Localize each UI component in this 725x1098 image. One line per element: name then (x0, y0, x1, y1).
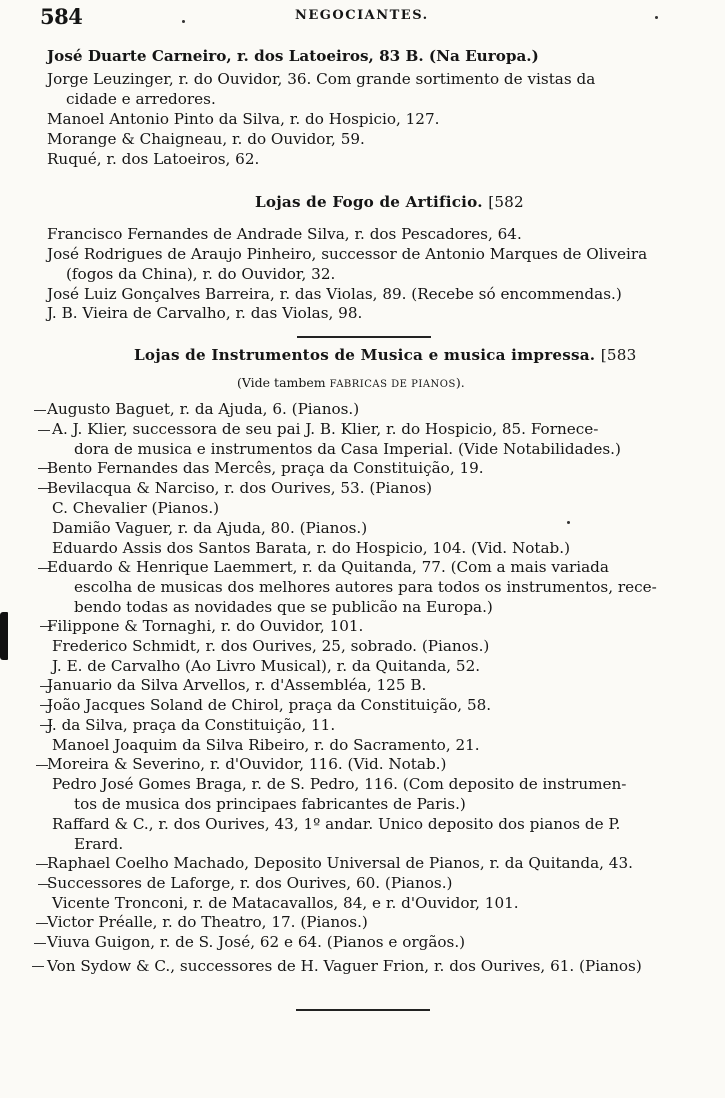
entry-line: Viuva Guigon, r. de S. José, 62 e 64. (Pianos e orgãos.) (47, 933, 466, 951)
entry-line: Francisco Fernandes de Andrade Silva, r. dos Pescadores, 64. (47, 225, 522, 243)
section-divider (297, 336, 431, 338)
page-number: 584 (40, 4, 83, 29)
entry-line: Vicente Tronconi, r. de Matacavallos, 84, e r. d'Ouvidor, 101. (52, 894, 519, 912)
entry-line: Augusto Baguet, r. da Ajuda, 6. (Pianos.) (47, 400, 360, 418)
section-title-text: Lojas de Fogo de Artificio. (255, 193, 483, 211)
entry-line: Bento Fernandes das Mercês, praça da Constituição, 19. (47, 459, 484, 477)
entry-line: João Jacques Soland de Chirol, praça da Constituição, 58. (47, 696, 492, 714)
entry-continuation: tos de musica dos principaes fabricantes de Paris.) (74, 795, 466, 813)
entry-continuation: Erard. (74, 835, 124, 853)
entry-line: Moreira & Severino, r. d'Ouvidor, 116. (Vid. Notab.) (47, 755, 447, 773)
entry-line: Jorge Leuzinger, r. do Ouvidor, 36. Com grande sortimento de vistas da (47, 70, 596, 88)
entry-line: J. B. Vieira de Carvalho, r. das Violas, 98. (47, 304, 363, 322)
entry-line: Eduardo Assis dos Santos Barata, r. do Hospicio, 104. (Vid. Notab.) (52, 539, 571, 557)
entry-continuation: escolha de musicas dos melhores autores para todos os instrumentos, rece- (74, 578, 657, 596)
entry-line: C. Chevalier (Pianos.) (52, 499, 220, 517)
section-code: [582 (488, 193, 524, 211)
section-title-text: Lojas de Instrumentos de Musica e musica impressa. (134, 346, 596, 364)
entry-line: Januario da Silva Arvellos, r. d'Assembléa, 125 B. (47, 676, 427, 694)
entry-line: J. E. de Carvalho (Ao Livro Musical), r. da Quitanda, 52. (52, 657, 481, 675)
section-code: [583 (600, 346, 637, 364)
section-divider (296, 1009, 430, 1011)
entry-line: Victor Préalle, r. do Theatro, 17. (Pianos.) (47, 913, 368, 931)
section-title-musica (134, 346, 637, 364)
running-head: NEGOCIANTES. (295, 8, 429, 23)
margin-dash (34, 410, 46, 411)
note-suffix: ). (455, 375, 465, 390)
entry-continuation: (fogos da China), r. do Ouvidor, 32. (66, 265, 336, 283)
section-title-fogo (255, 193, 524, 211)
entry-line: Frederico Schmidt, r. dos Ourives, 25, sobrado. (Pianos.) (52, 637, 490, 655)
margin-dash (32, 966, 44, 967)
entry-line: Successores de Laforge, r. dos Ourives, 60. (Pianos.) (47, 874, 453, 892)
entry-line: Eduardo & Henrique Laemmert, r. da Quitanda, 77. (Com a mais variada (47, 558, 609, 576)
entry-continuation: dora de musica e instrumentos da Casa Imperial. (Vide Notabilidades.) (74, 440, 621, 458)
entry-line: José Duarte Carneiro, r. dos Latoeiros, 83 B. (Na Europa.) (47, 47, 539, 65)
entry-line: José Luiz Gonçalves Barreira, r. das Violas, 89. (Recebe só encommendas.) (47, 285, 622, 303)
entry-line: Raffard & C., r. dos Ourives, 43, 1º andar. Unico deposito dos pianos de P. (52, 815, 621, 833)
ink-speck (567, 521, 570, 524)
entry-continuation: bendo todas as novidades que se publicão na Europa.) (74, 598, 493, 616)
entry-line: Pedro José Gomes Braga, r. de S. Pedro, 116. (Com deposito de instrumen- (52, 775, 627, 793)
note-reference: FABRICAS DE PIANOS (329, 379, 456, 390)
entry-line: Manoel Antonio Pinto da Silva, r. do Hospicio, 127. (47, 110, 440, 128)
entry-line: Raphael Coelho Machado, Deposito Universal de Pianos, r. da Quitanda, 43. (47, 854, 633, 872)
entry-line: Von Sydow & C., successores de H. Vaguer Frion, r. dos Ourives, 61. (Pianos) (47, 957, 642, 975)
entry-line: Bevilacqua & Narciso, r. dos Ourives, 53. (Pianos) (47, 479, 433, 497)
entry-line: A. J. Klier, successora de seu pai J. B. Klier, r. do Hospicio, 85. Fornece- (52, 420, 599, 438)
entry-line: Damião Vaguer, r. da Ajuda, 80. (Pianos.) (52, 519, 368, 537)
note-prefix: (Vide tambem (237, 375, 326, 390)
entry-line: J. da Silva, praça da Constituição, 11. (47, 716, 336, 734)
margin-dash (38, 430, 50, 431)
margin-dash (34, 943, 46, 944)
ink-speck (182, 20, 185, 23)
entry-line: Ruqué, r. dos Latoeiros, 62. (47, 150, 260, 168)
ink-speck (655, 16, 658, 19)
entry-line: Manoel Joaquim da Silva Ribeiro, r. do Sacramento, 21. (52, 736, 480, 754)
entry-line: Filippone & Tornaghi, r. do Ouvidor, 101. (47, 617, 364, 635)
section-note (237, 375, 465, 390)
entry-line: Morange & Chaigneau, r. do Ouvidor, 59. (47, 130, 365, 148)
entry-continuation: cidade e arredores. (66, 90, 216, 108)
page-header (40, 4, 680, 34)
entry-line: José Rodrigues de Araujo Pinheiro, successor de Antonio Marques de Oliveira (47, 245, 648, 263)
margin-ink-mark (0, 612, 8, 660)
